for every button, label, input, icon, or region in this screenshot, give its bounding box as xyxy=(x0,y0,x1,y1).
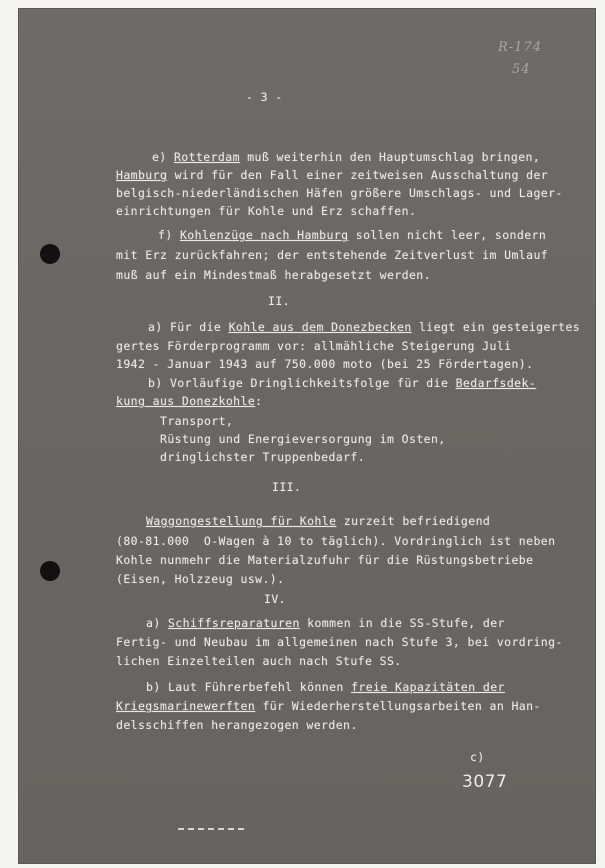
bottom-edge-mark xyxy=(178,828,244,833)
para-3-line1: Waggongestellung für Kohle zurzeit befriedigend xyxy=(146,514,491,528)
priority-list-item-1: Transport, xyxy=(160,414,234,428)
para-4a-line1: a) Schiffsreparaturen kommen in die SS-Stufe, der xyxy=(146,616,505,630)
rotterdam-underlined: Rotterdam xyxy=(173,150,240,164)
para-4b-line2: Kriegsmarinewerften für Wiederherstellungsarbeiten an Han- xyxy=(116,699,541,713)
para-3-line4: (Eisen, Holzzeug usw.). xyxy=(116,572,285,586)
para-2b-line2: kung aus Donezkohle: xyxy=(116,394,263,408)
para-e-line4: einrichtungen für Kohle und Erz schaffen. xyxy=(116,204,417,218)
para-4a-line2: Fertig- und Neubau im allgemeinen nach Stufe 3, bei vordring- xyxy=(116,635,563,649)
handwritten-subnumber: 54 xyxy=(512,62,531,77)
page-number: - 3 - xyxy=(246,90,283,104)
waggongestellung-underlined: Waggongestellung für Kohle xyxy=(146,514,337,528)
para-f-line2: mit Erz zurückfahren; der entstehende Zeitverlust im Umlauf xyxy=(116,248,549,262)
para-2a-line1: a) Für die Kohle aus dem Donezbecken liegt ein gesteigertes xyxy=(148,320,581,334)
para-f-line1: f) Kohlenzüge nach Hamburg sollen nicht leer, sondern xyxy=(158,228,547,242)
handwritten-reference: R-174 xyxy=(498,40,542,55)
para-4b-line3: delsschiffen herangezogen werden. xyxy=(116,718,358,732)
para-2a-line3: 1942 - Januar 1943 auf 750.000 moto (bei 25 Fördertagen). xyxy=(116,357,534,371)
kriegsmarinewerften-underlined: Kriegsmarinewerften xyxy=(116,699,256,713)
hamburg-underlined: Hamburg xyxy=(116,168,168,182)
priority-list-item-3: dringlichster Truppenbedarf. xyxy=(160,450,366,464)
para-4a-line3: lichen Einzelteilen auch nach Stufe SS. xyxy=(116,654,402,668)
para-2a-line2: gertes Förderprogramm vor: allmähliche Steigerung Juli xyxy=(116,339,512,353)
continuation-marker: c) xyxy=(470,750,485,764)
para-4b-line1: b) Laut Führerbefehl können freie Kapazitäten der xyxy=(146,680,505,694)
para-e-line3: belgisch-niederländischen Häfen größere Umschlags- und Lager- xyxy=(116,186,563,200)
heading-section-2: II. xyxy=(268,294,290,308)
para-2b-line1: b) Vorläufige Dringlichkeitsfolge für die Bedarfsdek- xyxy=(148,376,537,390)
para-e-line2: Hamburg wird für den Fall einer zeitweisen Ausschaltung der xyxy=(116,168,549,182)
kohle-donez-underlined: Kohle aus dem Donezbecken xyxy=(228,320,412,334)
freie-kapazitaeten-underlined: freie Kapazitäten der xyxy=(351,680,505,694)
donezkohle-underlined: kung aus Donezkohle xyxy=(116,394,256,408)
heading-section-3: III. xyxy=(272,480,302,494)
para-3-line2: (80-81.000 O-Wagen à 10 to täglich). Vordringlich ist neben xyxy=(116,534,556,548)
schiffsreparaturen-underlined: Schiffsreparaturen xyxy=(167,616,300,630)
para-f-line3: muß auf ein Mindestmaß herabgesetzt werden. xyxy=(116,268,431,282)
bedarfsdeckung-underlined: Bedarfsdek- xyxy=(455,376,537,390)
priority-list-item-2: Rüstung und Energieversorgung im Osten, xyxy=(160,432,446,446)
para-3-line3: Kohle nunmehr die Materialzufuhr für die Rüstungsbetriebe xyxy=(116,553,534,567)
document-number: 3077 xyxy=(462,772,508,792)
heading-section-4: IV. xyxy=(264,592,286,606)
kohlenzuege-underlined: Kohlenzüge nach Hamburg xyxy=(179,228,349,242)
para-e-line1: e) Rotterdam muß weiterhin den Hauptumschlag bringen, xyxy=(152,150,541,164)
